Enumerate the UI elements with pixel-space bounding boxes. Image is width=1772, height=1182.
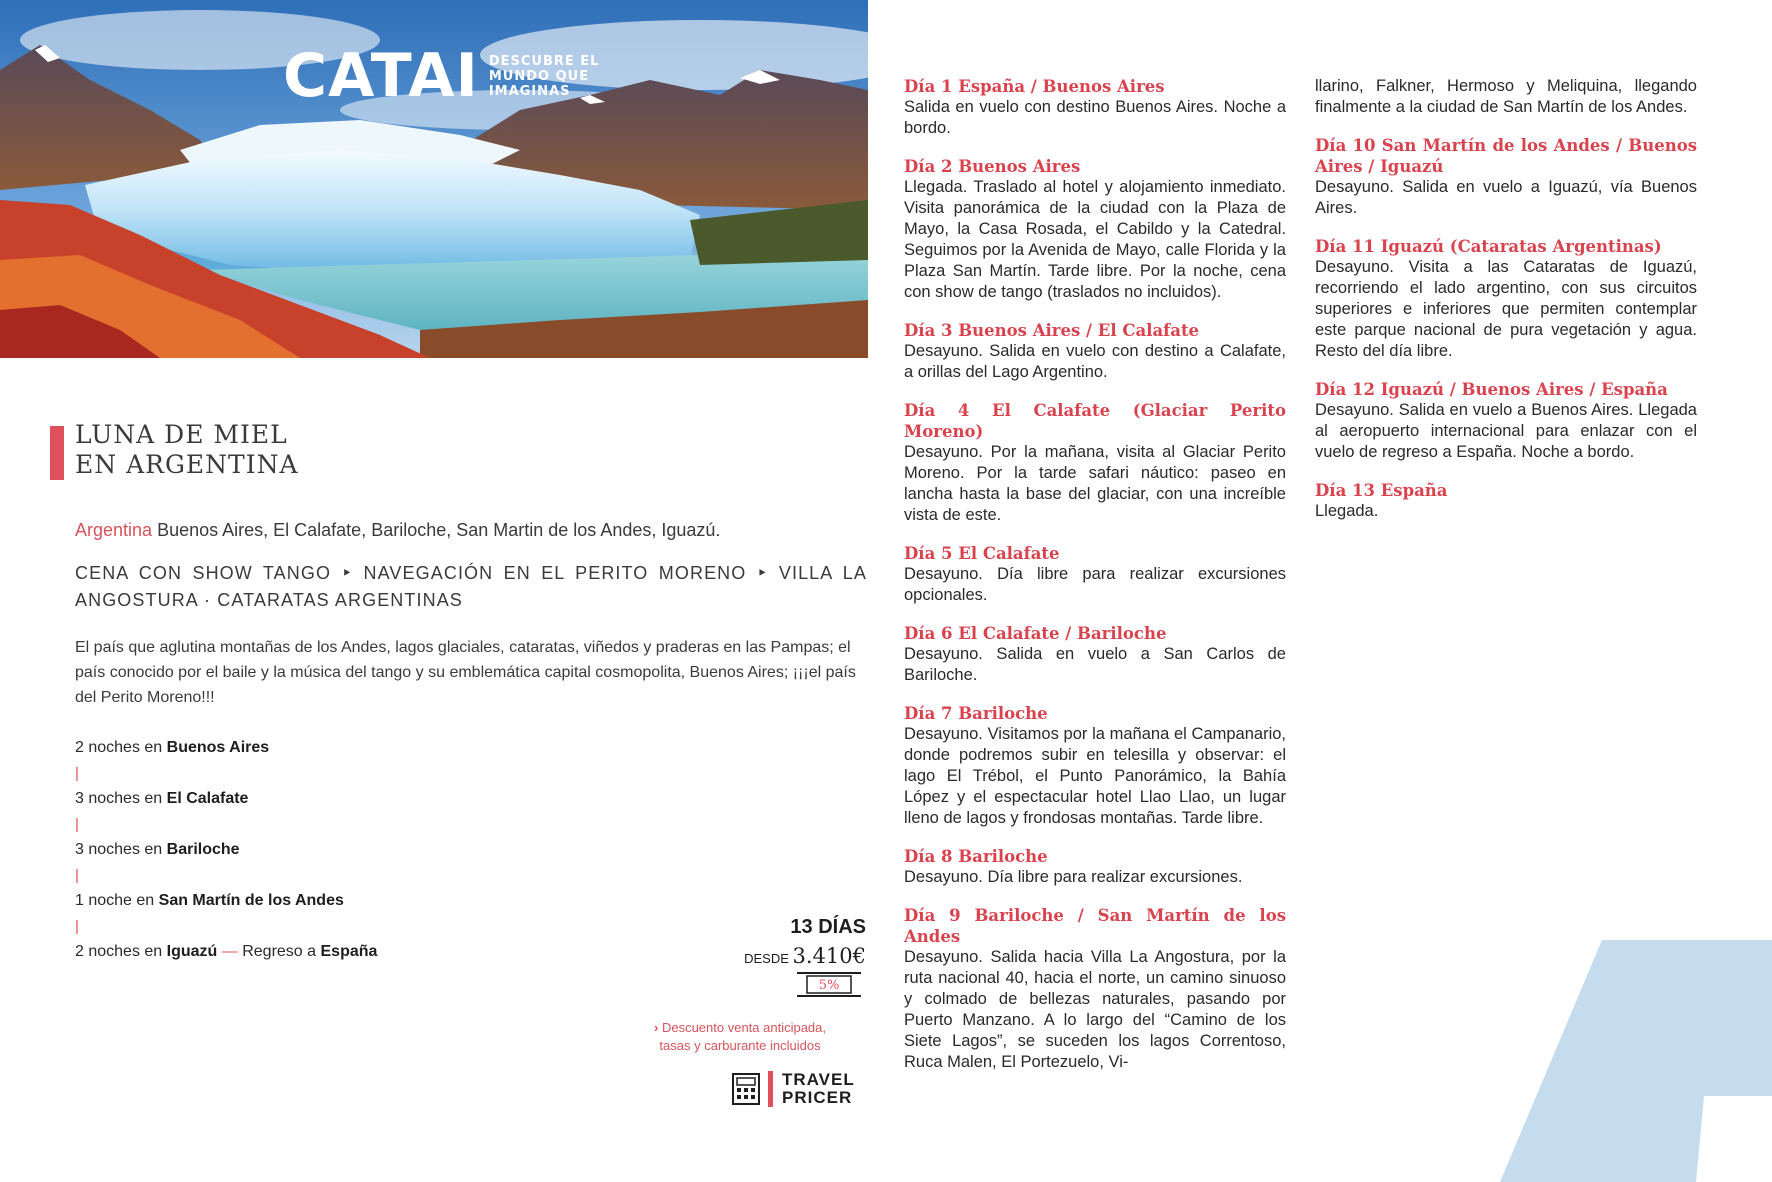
itinerary-column-2: [1315, 76, 1697, 539]
stay-nights: 3 noches en: [75, 841, 163, 858]
itinerary-day-continued: [1315, 76, 1697, 118]
itinerary-day: [1315, 135, 1697, 219]
itinerary-day: [904, 76, 1286, 139]
tagline-line-3: IMAGINAS: [488, 83, 571, 99]
stay-place: Buenos Aires: [166, 739, 270, 756]
title-line-1: LUNA DE MIEL: [75, 420, 288, 449]
stay-separator: |: [75, 918, 79, 935]
stay-return-text: Regreso a: [242, 943, 317, 960]
day-text: Desayuno. Salida en vuelo a Buenos Aires. Llegada al aeropuerto internacional para enlazar con el vuelo de regreso a España. Noche a bordo.: [1315, 401, 1697, 461]
itinerary-day: [904, 846, 1286, 888]
price-from-label: DESDE: [744, 951, 789, 966]
stay-place: San Martín de los Andes: [158, 892, 344, 909]
brand-tagline: [489, 54, 600, 99]
stay-place: Iguazú: [166, 943, 218, 960]
destinations-list: Buenos Aires, El Calafate, Bariloche, San Martin de los Andes, Iguazú.: [157, 520, 721, 540]
stay-item: [75, 888, 377, 914]
day-title: Día 11 Iguazú (Cataratas Argentinas): [1315, 237, 1662, 256]
day-text: Desayuno. Día libre para realizar excursiones opcionales.: [904, 565, 1286, 604]
day-title: Día 1 España / Buenos Aires: [904, 77, 1165, 96]
note-line-2: tasas y carburante incluidos: [659, 1038, 821, 1053]
day-text: Desayuno. Salida en vuelo a Iguazú, vía Buenos Aires.: [1315, 178, 1697, 217]
trip-intro: El país que aglutina montañas de los Andes, lagos glaciales, cataratas, viñedos y praderas en las Pampas; el país conocido por el baile y la música del tango y su emblemática capital cosmopolita, Buenos Aires; ¡¡¡el país del Perito Moreno!!!: [75, 639, 856, 706]
itinerary-day: [904, 703, 1286, 829]
discount-badge: [795, 969, 863, 999]
day-text: Desayuno. Visita a las Cataratas de Iguazú, recorriendo el lado argentino, con sus circuitos superiores e inferiores que permiten contemplar este parque nacional de pura vegetación y agua. Resto del día libre.: [1315, 258, 1697, 360]
day-text: Desayuno. Salida en vuelo a San Carlos de Bariloche.: [904, 645, 1286, 684]
itinerary-day: [904, 156, 1286, 303]
day-text: Desayuno. Por la mañana, visita al Glaciar Perito Moreno. Por la tarde safari náutico: paseo en lancha hasta la base del glaciar, con una increíble vista de este.: [904, 443, 1286, 524]
chevron-right-icon: ›: [653, 1020, 659, 1035]
stay-item: [75, 786, 377, 812]
stay-item: [75, 735, 377, 761]
destinations-line: [75, 520, 720, 541]
day-text: Desayuno. Salida hacia Villa La Angostura, por la ruta nacional 40, hacia el norte, un camino sinuoso y colmado de bellezas naturales, pasando por Puerto Manzano. A lo largo del “Camino de los Siete Lagos”, se suceden los lagos Correntoso, Ruca Malen, El Portezuelo, Vi-: [904, 948, 1286, 1071]
itinerary-day: [904, 320, 1286, 383]
price-line: [700, 944, 866, 968]
day-text: llarino, Falkner, Hermoso y Meliquina, llegando finalmente a la ciudad de San Martín de los Andes.: [1315, 77, 1697, 116]
day-title: Día 12 Iguazú / Buenos Aires / España: [1315, 380, 1668, 399]
itinerary-day: [904, 623, 1286, 686]
day-title: Día 10 San Martín de los Andes / Buenos Aires / Iguazú: [1315, 136, 1697, 176]
note-line-1: Descuento venta anticipada,: [661, 1020, 827, 1035]
tagline-line-2: MUNDO QUE: [488, 68, 590, 84]
country-label: Argentina: [75, 520, 153, 540]
day-title: Día 8 Bariloche: [904, 847, 1048, 866]
itinerary-day: [1315, 379, 1697, 463]
day-text: Desayuno. Día libre para realizar excursiones.: [904, 868, 1243, 886]
catai-brand: [283, 41, 600, 111]
itinerary-day: [904, 543, 1286, 606]
stay-item: [75, 837, 377, 863]
day-title: Día 6 El Calafate / Bariloche: [904, 624, 1167, 643]
stays-list: [75, 735, 377, 965]
day-text: Llegada.: [1315, 502, 1379, 520]
travel-pricer-logo: [732, 1071, 855, 1107]
itinerary-day: [904, 400, 1286, 526]
hero-image: [0, 0, 868, 358]
price-amount: 3.410€: [792, 944, 866, 968]
tagline-line-1: DESCUBRE EL: [488, 53, 600, 69]
title-accent-bar: [50, 426, 64, 480]
stay-nights: 2 noches en: [75, 739, 163, 756]
stay-item: [75, 939, 377, 965]
stay-separator: |: [75, 867, 79, 884]
day-text: Desayuno. Salida en vuelo con destino a Calafate, a orillas del Lago Argentino.: [904, 342, 1286, 381]
price-note: [620, 1019, 860, 1055]
pricer-line-1: TRAVEL: [782, 1070, 855, 1089]
stay-nights: 3 noches en: [75, 790, 163, 807]
day-title: Día 5 El Calafate: [904, 544, 1060, 563]
trip-highlights: CENA CON SHOW TANGO ‣ NAVEGACIÓN EN EL PERITO MORENO ‣ VILLA LA ANGOSTURA · CATARATAS ARGENTINAS: [75, 563, 867, 610]
itinerary-day: [904, 905, 1286, 1073]
day-text: Salida en vuelo con destino Buenos Aires. Noche a bordo.: [904, 98, 1286, 137]
day-title: Día 13 España: [1315, 481, 1448, 500]
discount-value: 5%: [818, 978, 840, 993]
day-text: Desayuno. Visitamos por la mañana el Campanario, donde podremos subir en telesilla y observar: el lago El Trébol, el Punto Panorámico, la Bahía López y el espectacular hotel Llao Llao, un lugar lleno de lagos y frondosas montañas. Tarde libre.: [904, 725, 1286, 827]
stay-dash: —: [221, 943, 238, 960]
stay-separator: |: [75, 816, 79, 833]
day-text: Llegada. Traslado al hotel y alojamiento inmediato. Visita panorámica de la ciudad con la Plaza de Mayo, la Casa Rosada, el Cabildo y la Catedral. Seguimos por la Avenida de Mayo, calle Florida y la Plaza San Martín. Tarde libre. Por la noche, cena con show de tango (traslados no incluidos).: [904, 178, 1286, 301]
day-title: Día 9 Bariloche / San Martín de los Andes: [904, 906, 1286, 946]
day-title: Día 7 Bariloche: [904, 704, 1048, 723]
trip-duration: 13 DÍAS: [790, 916, 866, 938]
stay-return-place: España: [320, 943, 378, 960]
day-title: Día 3 Buenos Aires / El Calafate: [904, 321, 1200, 340]
itinerary-column-1: [904, 76, 1286, 1090]
page-title: [75, 420, 299, 480]
stay-nights: 1 noche en: [75, 892, 155, 909]
stay-nights: 2 noches en: [75, 943, 163, 960]
pricer-line-2: PRICER: [782, 1088, 853, 1107]
catai-logo: CATAI: [283, 41, 479, 111]
day-title: Día 2 Buenos Aires: [904, 157, 1081, 176]
day-title: Día 4 El Calafate (Glaciar Perito Moreno): [904, 401, 1286, 441]
stay-place: El Calafate: [166, 790, 249, 807]
calculator-icon: [732, 1073, 760, 1105]
stay-place: Bariloche: [166, 841, 240, 858]
stay-separator: |: [75, 765, 79, 782]
decorative-blue-shape: [1500, 940, 1772, 1182]
title-line-2: EN ARGENTINA: [75, 450, 299, 479]
itinerary-day: [1315, 236, 1697, 362]
pricer-text: [768, 1071, 855, 1107]
itinerary-day: [1315, 480, 1697, 522]
